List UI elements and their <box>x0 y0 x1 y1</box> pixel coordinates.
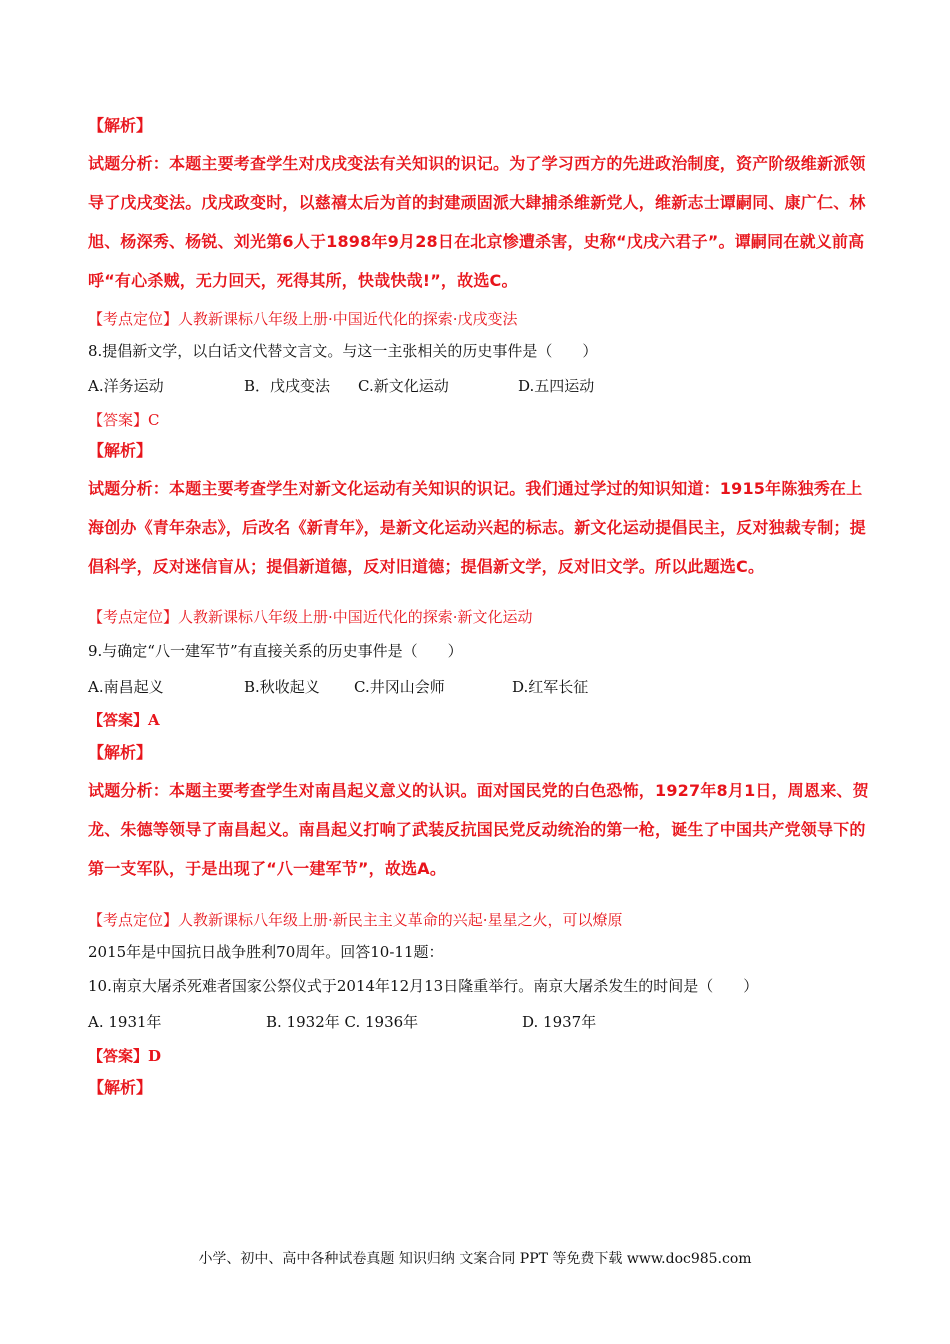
option-c: C.新文化运动 <box>358 377 449 395</box>
option-a: A. 1931年 <box>88 1013 162 1031</box>
options-q8 <box>88 376 870 396</box>
analysis-label: 【解析】 <box>88 116 153 135</box>
option-a: A.南昌起义 <box>88 678 164 696</box>
option-a: A.洋务运动 <box>88 377 164 395</box>
kaodian-q8: 【考点定位】人教新课标八年级上册·中国近代化的探索·新文化运动 <box>88 608 533 626</box>
options-q9 <box>88 677 870 697</box>
analysis-text-q9: 试题分析：本题主要考查学生对南昌起义意义的认识。面对国民党的白色恐怖，1927年8月1日，周恩来、贺龙、朱德等领导了南昌起义。南昌起义打响了武装反抗国民党反动统治的第一枪，诞生了中国共产党领导下的第一支军队，于是出现了“八一建军节”，故选A。 <box>88 781 869 878</box>
option-b: B.秋收起义 <box>244 678 320 696</box>
option-b-c: B. 1932年 C. 1936年 <box>266 1013 419 1031</box>
answer-q8: 【答案】C <box>88 411 160 429</box>
analysis-text-q7: 试题分析：本题主要考查学生对戊戌变法有关知识的识记。为了学习西方的先进政治制度，资产阶级维新派领导了戊戌变法。戊戌政变时，以慈禧太后为首的封建顽固派大肆捕杀维新党人，维新志士谭嗣同、康广仁、林旭、杨深秀、杨锐、刘光第6人于1898年9月28日在北京惨遭杀害，史称“戊戌六君子”。谭嗣同在就义前高呼“有心杀贼，无力回天，死得其所，快哉快哉!”，故选C。 <box>88 154 866 290</box>
analysis-text-q8: 试题分析：本题主要考查学生对新文化运动有关知识的识记。我们通过学过的知识知道：1915年陈独秀在上海创办《青年杂志》，后改名《新青年》，是新文化运动兴起的标志。新文化运动提倡民主，反对独裁专制；提倡科学，反对迷信盲从；提倡新道德，反对旧道德；提倡新文学，反对旧文学。所以此题选C。 <box>88 479 866 576</box>
page-footer: 小学、初中、高中各种试卷真题 知识归纳 文案合同 PPT 等免费下载 www.doc985.com <box>198 1251 752 1267</box>
kaodian-q7: 【考点定位】人教新课标八年级上册·中国近代化的探索·戊戌变法 <box>88 310 518 328</box>
question-10: 10.南京大屠杀死难者国家公祭仪式于2014年12月13日隆重举行。南京大屠杀发生的时间是（ ） <box>88 977 759 995</box>
question-9: 9.与确定“八一建军节”有直接关系的历史事件是（ ） <box>88 642 463 660</box>
analysis-label: 【解析】 <box>88 743 153 762</box>
answer-q10: 【答案】D <box>88 1047 162 1065</box>
option-d: D. 1937年 <box>522 1013 597 1031</box>
analysis-label: 【解析】 <box>88 441 153 460</box>
options-q10 <box>88 1012 870 1032</box>
option-d: D.红军长征 <box>512 678 589 696</box>
option-b: B．戊戌变法 <box>244 377 331 395</box>
option-d: D.五四运动 <box>518 377 595 395</box>
section-intro: 2015年是中国抗日战争胜利70周年。回答10-11题： <box>88 943 444 961</box>
option-c: C.井冈山会师 <box>354 678 445 696</box>
answer-q9: 【答案】A <box>88 711 160 729</box>
question-8: 8.提倡新文学，以白话文代替文言文。与这一主张相关的历史事件是（ ） <box>88 342 598 360</box>
analysis-label: 【解析】 <box>88 1078 153 1097</box>
kaodian-q9: 【考点定位】人教新课标八年级上册·新民主主义革命的兴起·星星之火，可以燎原 <box>88 911 623 929</box>
